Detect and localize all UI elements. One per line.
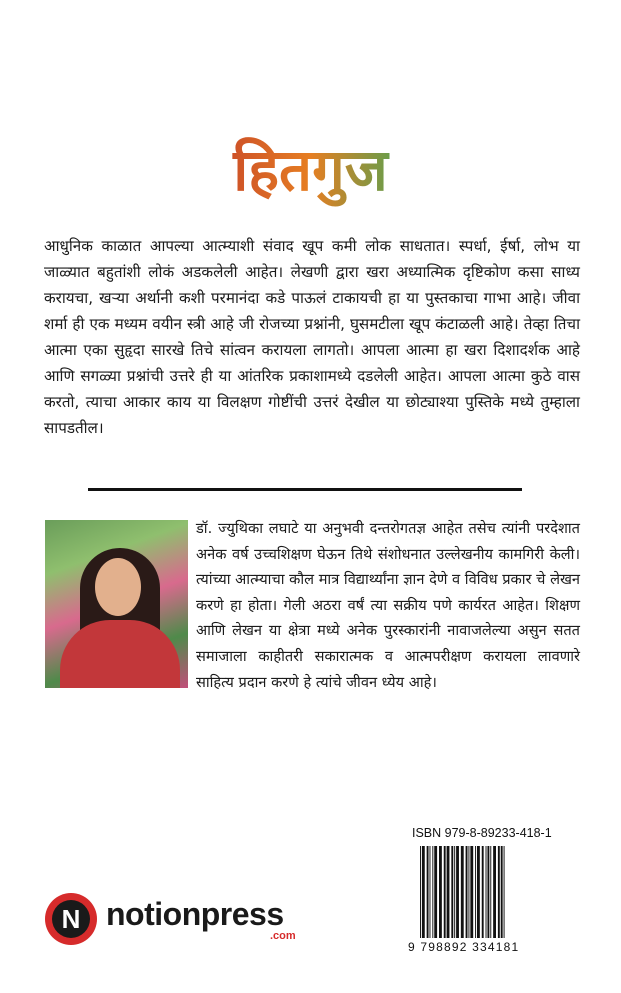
publisher-logo-mark [44,892,98,946]
author-bio: डॉ. ज्युथिका लघाटे या अनुभवी दन्तरोगतज्ञ आहेत तसेच त्यांनी परदेशात अनेक वर्ष उच्चशिक्षण घेऊन तिथे संशोधनात उल्लेखनीय कामगिरी केली। त्यांच्या आत्म्याचा कौल मात्र विद्यार्थ्यांना ज्ञान देणे व विविध प्रकार चे लेखन करणे हा होता। गेली अठरा वर्षं त्या सक्रीय पणे कार्यरत आहेत। शिक्षण आणि लेखन या क्षेत्रा मध्ये अनेक पुरस्कारांनी नावाजलेल्या असुन सतत समाजाला काहीतरी सकारात्मक व आत्मपरीक्षण करायला लावणारे साहित्य प्रदान करणे हे त्यांचे जीवन ध्येय आहे। [196,520,580,691]
publisher-logo [44,892,324,948]
section-divider [88,488,522,491]
barcode-bar [422,846,425,938]
barcode-bar [468,846,469,938]
barcode-bar [487,846,489,938]
publisher-suffix: .com [270,930,296,942]
barcode-bar [475,846,476,938]
publisher-mark-letter: N [61,904,81,934]
book-title: हितगुज [0,130,621,210]
publisher-name: notionpress [106,896,284,932]
barcode-bar [482,846,484,938]
barcode-bar [461,846,464,938]
book-blurb: आधुनिक काळात आपल्या आत्म्याशी संवाद खूप कमी लोक साधतात। स्पर्धा, ईर्षा, लोभ या जाळ्यात बहुतांशी लोकं अडकलेली आहेत। लेखणी द्वारा खरा अध्यात्मिक दृष्टिकोण कसा साध्य करायचा, खऱ्या अर्थानी कशी परमानंदा कडे पाऊलं टाकायची हा या पुस्तकाचा गाभा आहे। जीवा शर्मा ही एक मध्यम वयीन स्त्री आहे जी रोजच्या प्रश्नांनी, घुसमटीला खूप कंटाळली आहे। तेव्हा तिचा आत्मा एका सुहृदा सारखे तिचे सांत्वन करायला लागतो। आपला आत्मा हा खरा दिशादर्शक आहे आणि सगळ्या प्रश्नांची उत्तरे ही या आंतरिक प्रकाशामध्ये दडलेली आहेत। आपला आत्मा कुठे वास करतो, त्याचा आकार काय या विलक्षण गोष्टींची उत्तरं देखील या छोट्याश्या पुस्तिके मध्ये तुम्हाला सापडतील। [44,237,580,437]
author-photo-face [95,558,141,616]
author-photo [45,520,188,688]
barcode-bar [498,846,500,938]
barcode-bar [477,846,480,938]
barcode-bar [420,846,421,938]
barcode-bar [456,846,459,938]
barcode-bar [447,846,450,938]
barcode-bar [432,846,433,938]
barcode-bar [504,846,505,938]
isbn-label: ISBN 979-8-89233-418-1 [412,826,552,840]
barcode-bar [439,846,442,938]
barcode-bar [486,846,487,938]
barcode-bar [501,846,503,938]
barcode-bar [493,846,496,938]
barcode-bar [430,846,431,938]
barcode-image [418,846,582,938]
barcode-bar [434,846,437,938]
barcode-bar [427,846,429,938]
barcode-bar [466,846,468,938]
barcode-bar [470,846,473,938]
barcode-bar [454,846,455,938]
author-photo-dress [60,620,180,688]
barcode-bar [490,846,491,938]
barcode-bar [451,846,453,938]
barcode-bar [444,846,446,938]
barcode-digits: 9 798892 334181 [408,940,520,954]
